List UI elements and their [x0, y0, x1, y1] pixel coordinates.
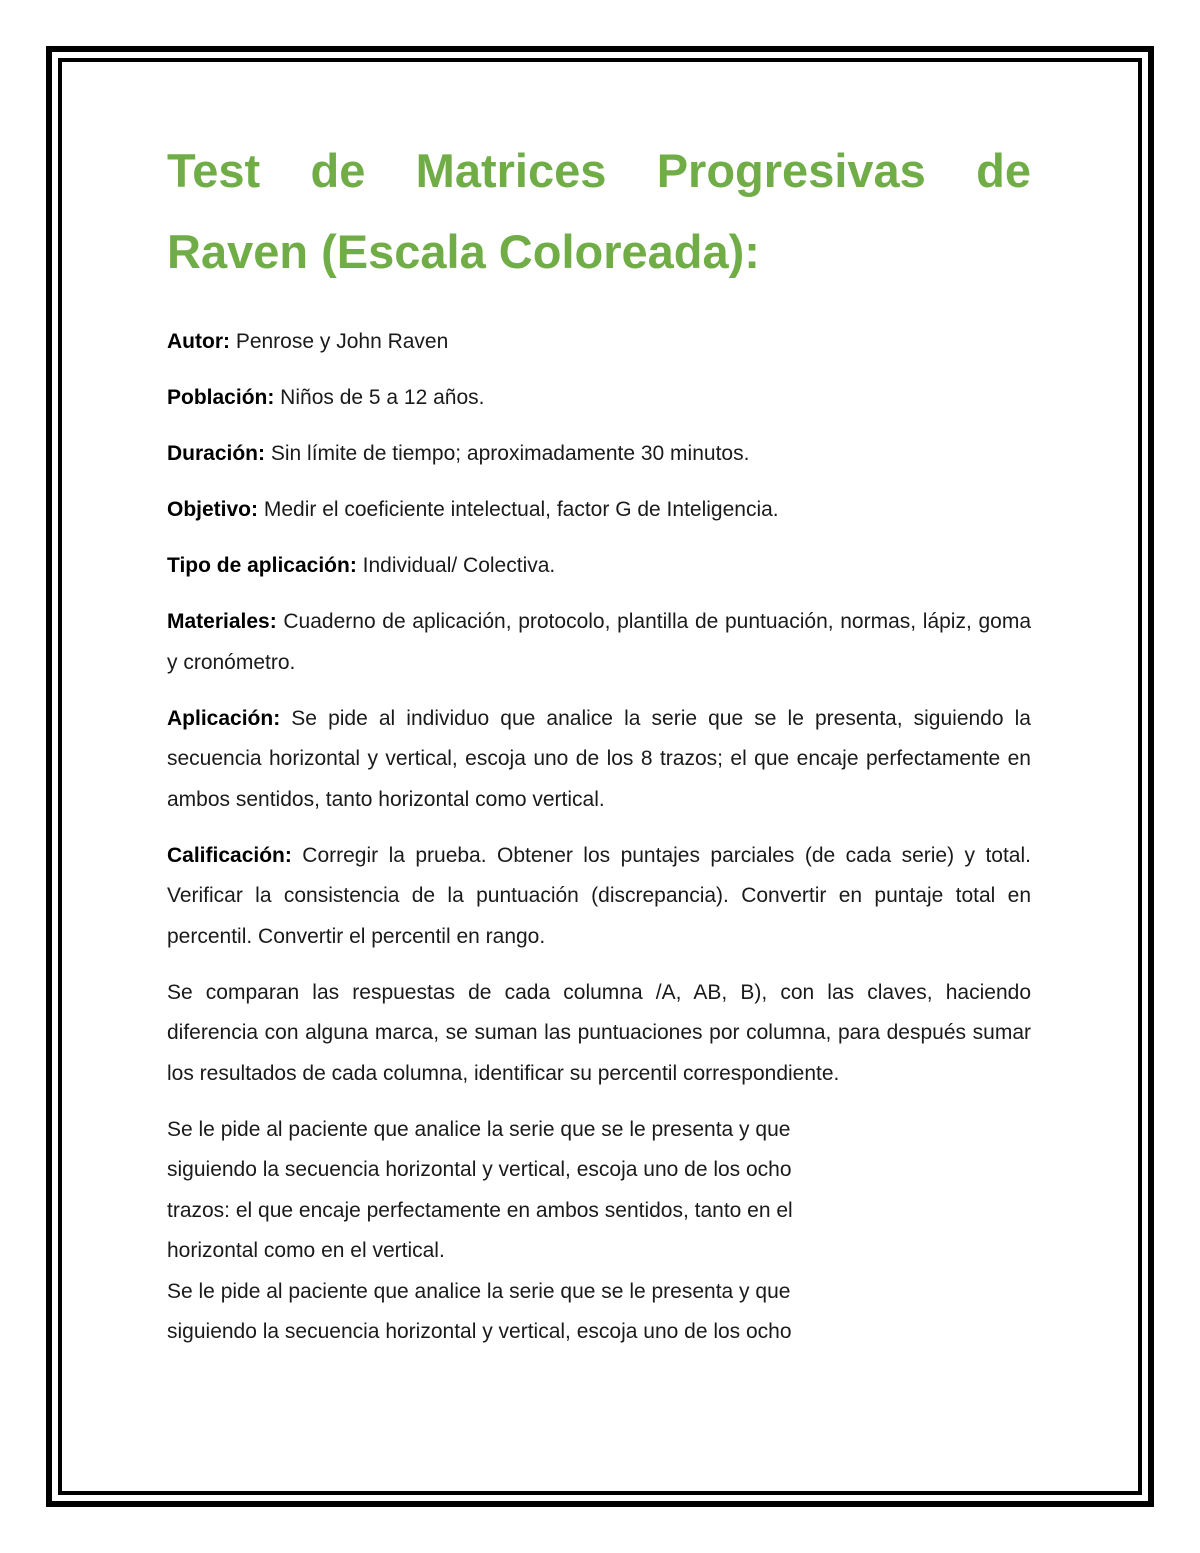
- field-label: Aplicación:: [167, 706, 281, 730]
- field-autor: [167, 322, 1031, 363]
- field-value: Niños de 5 a 12 años.: [274, 386, 485, 409]
- field-value: Sin límite de tiempo; aproximadamente 30 minutos.: [265, 442, 750, 465]
- field-aplicacion: [167, 699, 1031, 821]
- field-materiales: [167, 602, 1031, 683]
- field-value: Individual/ Colectiva.: [356, 554, 556, 577]
- comparison-paragraph: Se comparan las respuestas de cada columna /A, AB, B), con las claves, haciendo diferencia con alguna marca, se suman las puntuaciones por columna, para después sumar los resultados de cada columna, identificar su percentil correspondiente.: [167, 980, 1031, 1085]
- instructions-line: siguiendo la secuencia horizontal y vertical, escoja uno de los ocho: [167, 1320, 792, 1343]
- document-title: [167, 130, 1031, 292]
- title-line-2: Raven (Escala Coloreada):: [167, 225, 760, 278]
- instructions-block: [167, 1110, 867, 1353]
- field-label: Objetivo:: [167, 498, 259, 521]
- instructions-line: horizontal como en el vertical.: [167, 1239, 445, 1262]
- title-line-1: Test de Matrices Progresivas de: [167, 144, 1031, 197]
- field-value: Corregir la prueba. Obtener los puntajes parciales (de cada serie) y total. Verificar la consistencia de la puntuación (discrepancia). Convertir en puntaje total en percentil. Convertir el percentil en rango.: [167, 843, 1031, 948]
- field-label: Población:: [167, 386, 275, 409]
- field-label: Materiales:: [167, 610, 277, 633]
- field-duracion: [167, 434, 1031, 475]
- instructions-line: siguiendo la secuencia horizontal y vertical, escoja uno de los ocho: [167, 1158, 792, 1181]
- instructions-line: Se le pide al paciente que analice la serie que se le presenta y que: [167, 1117, 791, 1141]
- field-label: Autor:: [167, 330, 230, 353]
- document-body: [167, 130, 1031, 1353]
- field-value: Se pide al individuo que analice la serie que se le presenta, siguiendo la secuencia horizontal y vertical, escoja uno de los 8 trazos; el que encaje perfectamente en ambos sentidos, tanto horizontal como vertical.: [167, 706, 1031, 811]
- field-value: Cuaderno de aplicación, protocolo, plantilla de puntuación, normas, lápiz, goma y cronómetro.: [167, 610, 1031, 674]
- instructions-line: trazos: el que encaje perfectamente en ambos sentidos, tanto en el: [167, 1198, 793, 1222]
- instructions-line: Se le pide al paciente que analice la serie que se le presenta y que: [167, 1279, 791, 1303]
- field-calificacion: [167, 836, 1031, 958]
- field-tipo-aplicacion: [167, 546, 1031, 587]
- field-label: Calificación:: [167, 843, 292, 867]
- field-poblacion: [167, 378, 1031, 419]
- field-value: Medir el coeficiente intelectual, factor G de Inteligencia.: [258, 498, 779, 521]
- field-label: Duración:: [167, 442, 266, 465]
- field-objetivo: [167, 490, 1031, 531]
- field-label: Tipo de aplicación:: [167, 554, 357, 577]
- field-value: Penrose y John Raven: [229, 330, 449, 353]
